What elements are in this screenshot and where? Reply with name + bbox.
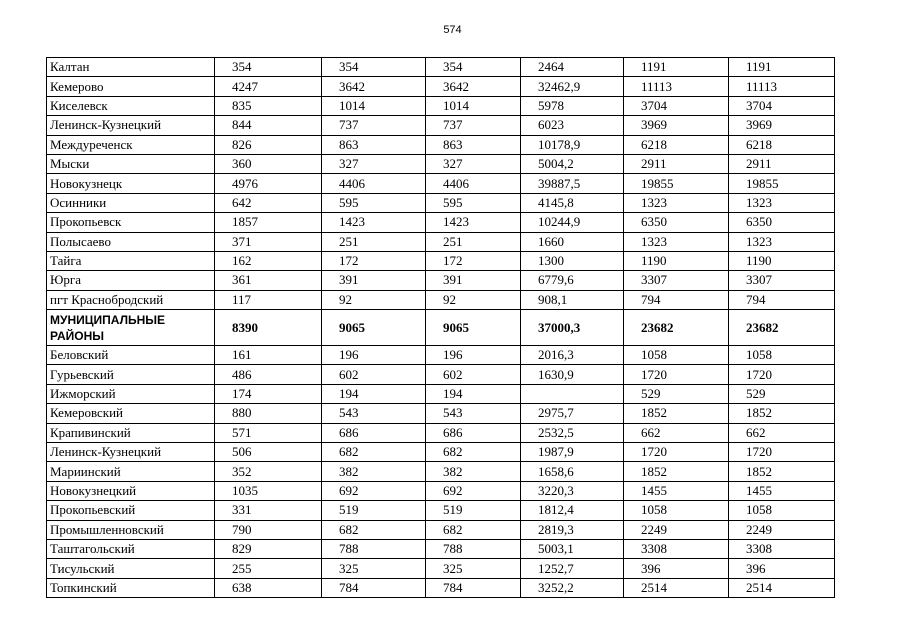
table-row [47, 58, 835, 77]
value-cell: 3642 [426, 77, 521, 96]
row-name-cell: Беловский [47, 346, 215, 365]
value-cell: 519 [426, 501, 521, 520]
value-cell: 255 [215, 559, 322, 578]
value-cell: 354 [426, 58, 521, 77]
value-cell: 602 [426, 365, 521, 384]
row-name-cell: Киселевск [47, 96, 215, 115]
row-name-cell: Прокопьевский [47, 501, 215, 520]
row-name-cell: Мариинский [47, 462, 215, 481]
data-table [46, 57, 835, 598]
value-cell: 571 [215, 423, 322, 442]
table-row [47, 365, 835, 384]
value-cell: 682 [426, 443, 521, 462]
value-cell: 1720 [624, 365, 729, 384]
value-cell: 692 [426, 481, 521, 500]
value-cell: 3220,3 [521, 481, 624, 500]
value-cell: 2016,3 [521, 346, 624, 365]
table-row [47, 96, 835, 115]
value-cell: 3307 [624, 271, 729, 290]
table-row [47, 481, 835, 500]
value-cell: 382 [322, 462, 426, 481]
value-cell: 23682 [729, 310, 835, 346]
value-cell: 844 [215, 116, 322, 135]
table-row [47, 77, 835, 96]
row-name-cell: Прокопьевск [47, 213, 215, 232]
value-cell: 1323 [624, 232, 729, 251]
row-name-cell: Юрга [47, 271, 215, 290]
value-cell: 595 [322, 193, 426, 212]
value-cell: 11113 [624, 77, 729, 96]
value-cell: 737 [322, 116, 426, 135]
row-name-cell: Калтан [47, 58, 215, 77]
value-cell: 1014 [322, 96, 426, 115]
value-cell: 325 [426, 559, 521, 578]
value-cell: 327 [426, 154, 521, 173]
value-cell: 1812,4 [521, 501, 624, 520]
value-cell [521, 384, 624, 403]
value-cell: 835 [215, 96, 322, 115]
value-cell: 172 [322, 251, 426, 270]
value-cell: 92 [322, 290, 426, 309]
value-cell: 794 [729, 290, 835, 309]
value-cell: 2532,5 [521, 423, 624, 442]
table-row [47, 135, 835, 154]
value-cell: 331 [215, 501, 322, 520]
row-name-cell: Кемеровский [47, 404, 215, 423]
table-row [47, 559, 835, 578]
value-cell: 251 [426, 232, 521, 251]
value-cell: 251 [322, 232, 426, 251]
value-cell: 829 [215, 539, 322, 558]
table-row [47, 443, 835, 462]
value-cell: 361 [215, 271, 322, 290]
value-cell: 794 [624, 290, 729, 309]
table-row [47, 116, 835, 135]
value-cell: 737 [426, 116, 521, 135]
value-cell: 6350 [729, 213, 835, 232]
value-cell: 39887,5 [521, 174, 624, 193]
value-cell: 1630,9 [521, 365, 624, 384]
value-cell: 788 [322, 539, 426, 558]
value-cell: 9065 [426, 310, 521, 346]
row-name-cell: Осинники [47, 193, 215, 212]
value-cell: 196 [426, 346, 521, 365]
value-cell: 6350 [624, 213, 729, 232]
table-row [47, 154, 835, 173]
value-cell: 1852 [624, 462, 729, 481]
value-cell: 3252,2 [521, 578, 624, 597]
row-name-cell: Междуреченск [47, 135, 215, 154]
value-cell: 784 [322, 578, 426, 597]
value-cell: 2249 [624, 520, 729, 539]
value-cell: 3969 [624, 116, 729, 135]
value-cell: 3704 [624, 96, 729, 115]
value-cell: 686 [322, 423, 426, 442]
value-cell: 595 [426, 193, 521, 212]
row-name-cell: МУНИЦИПАЛЬНЫЕ РАЙОНЫ [47, 310, 215, 346]
value-cell: 529 [624, 384, 729, 403]
row-name-cell: Ижморский [47, 384, 215, 403]
row-name-cell: Тайга [47, 251, 215, 270]
value-cell: 6218 [624, 135, 729, 154]
value-cell: 1423 [322, 213, 426, 232]
table-row [47, 384, 835, 403]
table-body [47, 58, 835, 598]
value-cell: 354 [322, 58, 426, 77]
value-cell: 2249 [729, 520, 835, 539]
value-cell: 880 [215, 404, 322, 423]
value-cell: 3969 [729, 116, 835, 135]
value-cell: 327 [322, 154, 426, 173]
value-cell: 4406 [426, 174, 521, 193]
value-cell: 543 [322, 404, 426, 423]
value-cell: 1720 [624, 443, 729, 462]
table-row [47, 346, 835, 365]
page-number: 574 [443, 24, 462, 36]
row-name-cell: Новокузнецк [47, 174, 215, 193]
value-cell: 2464 [521, 58, 624, 77]
value-cell: 5004,2 [521, 154, 624, 173]
row-name-cell: Кемерово [47, 77, 215, 96]
value-cell: 4976 [215, 174, 322, 193]
value-cell: 642 [215, 193, 322, 212]
value-cell: 1455 [624, 481, 729, 500]
value-cell: 391 [322, 271, 426, 290]
value-cell: 360 [215, 154, 322, 173]
row-name-cell: Промышленновский [47, 520, 215, 539]
row-name-cell: Топкинский [47, 578, 215, 597]
value-cell: 1323 [729, 193, 835, 212]
value-cell: 1660 [521, 232, 624, 251]
value-cell: 3307 [729, 271, 835, 290]
value-cell: 1058 [624, 501, 729, 520]
value-cell: 19855 [624, 174, 729, 193]
value-cell: 662 [729, 423, 835, 442]
value-cell: 2819,3 [521, 520, 624, 539]
value-cell: 194 [322, 384, 426, 403]
value-cell: 382 [426, 462, 521, 481]
value-cell: 117 [215, 290, 322, 309]
value-cell: 1190 [729, 251, 835, 270]
value-cell: 863 [426, 135, 521, 154]
value-cell: 2911 [624, 154, 729, 173]
value-cell: 1658,6 [521, 462, 624, 481]
value-cell: 352 [215, 462, 322, 481]
value-cell: 2911 [729, 154, 835, 173]
table-row [47, 404, 835, 423]
value-cell: 194 [426, 384, 521, 403]
value-cell: 2514 [624, 578, 729, 597]
value-cell: 37000,3 [521, 310, 624, 346]
table-row [47, 251, 835, 270]
value-cell: 662 [624, 423, 729, 442]
value-cell: 1987,9 [521, 443, 624, 462]
value-cell: 5003,1 [521, 539, 624, 558]
value-cell: 4145,8 [521, 193, 624, 212]
table-row [47, 271, 835, 290]
value-cell: 1035 [215, 481, 322, 500]
value-cell: 1058 [624, 346, 729, 365]
value-cell: 391 [426, 271, 521, 290]
value-cell: 3308 [729, 539, 835, 558]
value-cell: 1720 [729, 365, 835, 384]
value-cell: 638 [215, 578, 322, 597]
table-row [47, 520, 835, 539]
value-cell: 5978 [521, 96, 624, 115]
row-name-cell: Мыски [47, 154, 215, 173]
value-cell: 682 [322, 443, 426, 462]
value-cell: 161 [215, 346, 322, 365]
value-cell: 19855 [729, 174, 835, 193]
row-name-cell: Ленинск-Кузнецкий [47, 443, 215, 462]
value-cell: 1058 [729, 501, 835, 520]
value-cell: 1058 [729, 346, 835, 365]
value-cell: 2514 [729, 578, 835, 597]
value-cell: 790 [215, 520, 322, 539]
value-cell: 8390 [215, 310, 322, 346]
value-cell: 2975,7 [521, 404, 624, 423]
value-cell: 486 [215, 365, 322, 384]
row-name-cell: пгт Краснобродский [47, 290, 215, 309]
value-cell: 1423 [426, 213, 521, 232]
value-cell: 1455 [729, 481, 835, 500]
value-cell: 6023 [521, 116, 624, 135]
table-row [47, 578, 835, 597]
value-cell: 11113 [729, 77, 835, 96]
value-cell: 92 [426, 290, 521, 309]
value-cell: 9065 [322, 310, 426, 346]
value-cell: 1323 [729, 232, 835, 251]
value-cell: 1857 [215, 213, 322, 232]
value-cell: 3308 [624, 539, 729, 558]
value-cell: 3642 [322, 77, 426, 96]
value-cell: 10178,9 [521, 135, 624, 154]
value-cell: 1323 [624, 193, 729, 212]
table-row [47, 193, 835, 212]
row-name-cell: Гурьевский [47, 365, 215, 384]
value-cell: 863 [322, 135, 426, 154]
value-cell: 1852 [624, 404, 729, 423]
row-name-cell: Ленинск-Кузнецкий [47, 116, 215, 135]
table-row [47, 539, 835, 558]
value-cell: 1191 [729, 58, 835, 77]
value-cell: 529 [729, 384, 835, 403]
value-cell: 196 [322, 346, 426, 365]
row-name-cell: Новокузнецкий [47, 481, 215, 500]
table-row [47, 232, 835, 251]
value-cell: 162 [215, 251, 322, 270]
table-row [47, 174, 835, 193]
table-row [47, 462, 835, 481]
section-row [47, 310, 835, 346]
value-cell: 1852 [729, 404, 835, 423]
value-cell: 692 [322, 481, 426, 500]
value-cell: 1190 [624, 251, 729, 270]
table-row [47, 213, 835, 232]
value-cell: 4247 [215, 77, 322, 96]
value-cell: 788 [426, 539, 521, 558]
value-cell: 371 [215, 232, 322, 251]
row-name-cell: Крапивинский [47, 423, 215, 442]
value-cell: 1014 [426, 96, 521, 115]
table-row [47, 290, 835, 309]
value-cell: 396 [729, 559, 835, 578]
value-cell: 10244,9 [521, 213, 624, 232]
value-cell: 784 [426, 578, 521, 597]
value-cell: 23682 [624, 310, 729, 346]
value-cell: 543 [426, 404, 521, 423]
value-cell: 172 [426, 251, 521, 270]
value-cell: 506 [215, 443, 322, 462]
value-cell: 354 [215, 58, 322, 77]
row-name-cell: Тисульский [47, 559, 215, 578]
value-cell: 32462,9 [521, 77, 624, 96]
value-cell: 1720 [729, 443, 835, 462]
table-row [47, 501, 835, 520]
value-cell: 3704 [729, 96, 835, 115]
value-cell: 325 [322, 559, 426, 578]
value-cell: 1300 [521, 251, 624, 270]
row-name-cell: Полысаево [47, 232, 215, 251]
value-cell: 908,1 [521, 290, 624, 309]
value-cell: 1852 [729, 462, 835, 481]
value-cell: 826 [215, 135, 322, 154]
value-cell: 4406 [322, 174, 426, 193]
value-cell: 519 [322, 501, 426, 520]
value-cell: 602 [322, 365, 426, 384]
value-cell: 6779,6 [521, 271, 624, 290]
value-cell: 396 [624, 559, 729, 578]
table-row [47, 423, 835, 442]
value-cell: 174 [215, 384, 322, 403]
value-cell: 1252,7 [521, 559, 624, 578]
value-cell: 686 [426, 423, 521, 442]
value-cell: 682 [426, 520, 521, 539]
row-name-cell: Таштагольский [47, 539, 215, 558]
value-cell: 1191 [624, 58, 729, 77]
value-cell: 6218 [729, 135, 835, 154]
value-cell: 682 [322, 520, 426, 539]
